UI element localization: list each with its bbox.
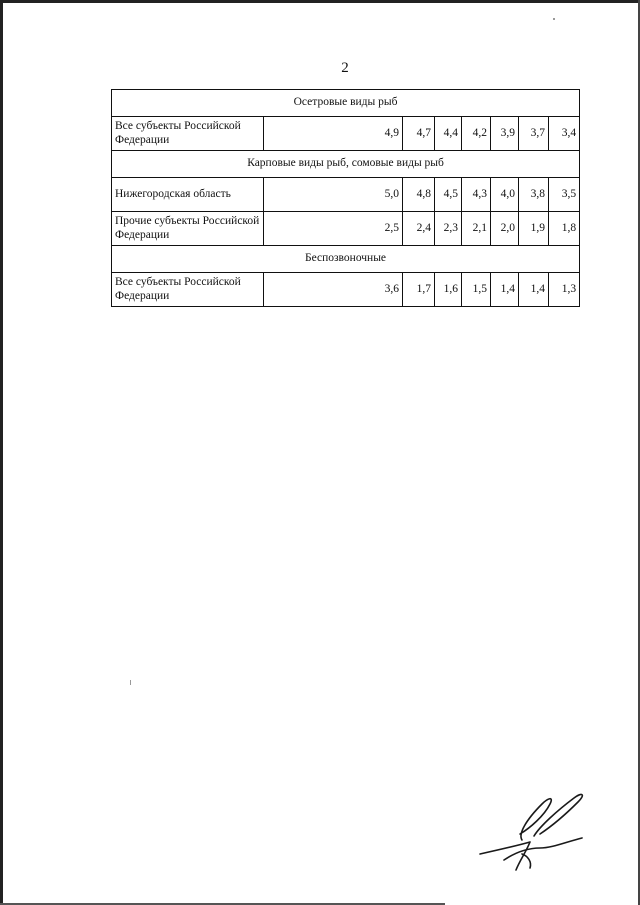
section-header-row bbox=[112, 151, 580, 178]
region-cell: Прочие субъекты Российской Федерации bbox=[112, 212, 264, 246]
value-cell: 1,7 bbox=[403, 273, 435, 307]
section-title: Карповые виды рыб, сомовые виды рыб bbox=[112, 151, 580, 178]
section-header-row bbox=[112, 246, 580, 273]
scan-speck bbox=[130, 680, 131, 685]
scan-border-left bbox=[0, 0, 3, 905]
value-cell: 5,0 bbox=[264, 178, 403, 212]
value-cell: 2,4 bbox=[403, 212, 435, 246]
value-cell: 4,4 bbox=[435, 117, 462, 151]
table-row bbox=[112, 178, 580, 212]
value-cell: 4,5 bbox=[435, 178, 462, 212]
value-cell: 4,2 bbox=[462, 117, 491, 151]
value-cell: 2,0 bbox=[491, 212, 519, 246]
scan-speck bbox=[553, 18, 555, 20]
scan-border-top bbox=[0, 0, 640, 3]
table-row bbox=[112, 273, 580, 307]
signature-stroke bbox=[504, 838, 582, 860]
value-cell: 4,9 bbox=[264, 117, 403, 151]
page-number: 2 bbox=[341, 60, 349, 76]
value-cell: 3,7 bbox=[519, 117, 549, 151]
region-cell: Нижегородская область bbox=[112, 178, 264, 212]
section-title: Осетровые виды рыб bbox=[112, 90, 580, 117]
value-cell: 3,6 bbox=[264, 273, 403, 307]
section-header-row bbox=[112, 90, 580, 117]
value-cell: 4,3 bbox=[462, 178, 491, 212]
value-cell: 1,6 bbox=[435, 273, 462, 307]
rates-table bbox=[111, 89, 580, 307]
value-cell: 3,5 bbox=[549, 178, 580, 212]
region-cell: Все субъекты Российской Федерации bbox=[112, 117, 264, 151]
value-cell: 3,8 bbox=[519, 178, 549, 212]
table-row bbox=[112, 117, 580, 151]
value-cell: 1,5 bbox=[462, 273, 491, 307]
value-cell: 1,4 bbox=[519, 273, 549, 307]
region-cell: Все субъекты Российской Федерации bbox=[112, 273, 264, 307]
signature-stroke bbox=[480, 842, 530, 870]
value-cell: 4,8 bbox=[403, 178, 435, 212]
section-title: Беспозвоночные bbox=[112, 246, 580, 273]
value-cell: 1,9 bbox=[519, 212, 549, 246]
value-cell: 1,8 bbox=[549, 212, 580, 246]
value-cell: 4,0 bbox=[491, 178, 519, 212]
value-cell: 3,4 bbox=[549, 117, 580, 151]
table-row bbox=[112, 212, 580, 246]
value-cell: 3,9 bbox=[491, 117, 519, 151]
value-cell: 4,7 bbox=[403, 117, 435, 151]
value-cell: 2,5 bbox=[264, 212, 403, 246]
value-cell: 1,3 bbox=[549, 273, 580, 307]
value-cell: 2,3 bbox=[435, 212, 462, 246]
value-cell: 2,1 bbox=[462, 212, 491, 246]
value-cell: 1,4 bbox=[491, 273, 519, 307]
signature bbox=[470, 790, 610, 880]
